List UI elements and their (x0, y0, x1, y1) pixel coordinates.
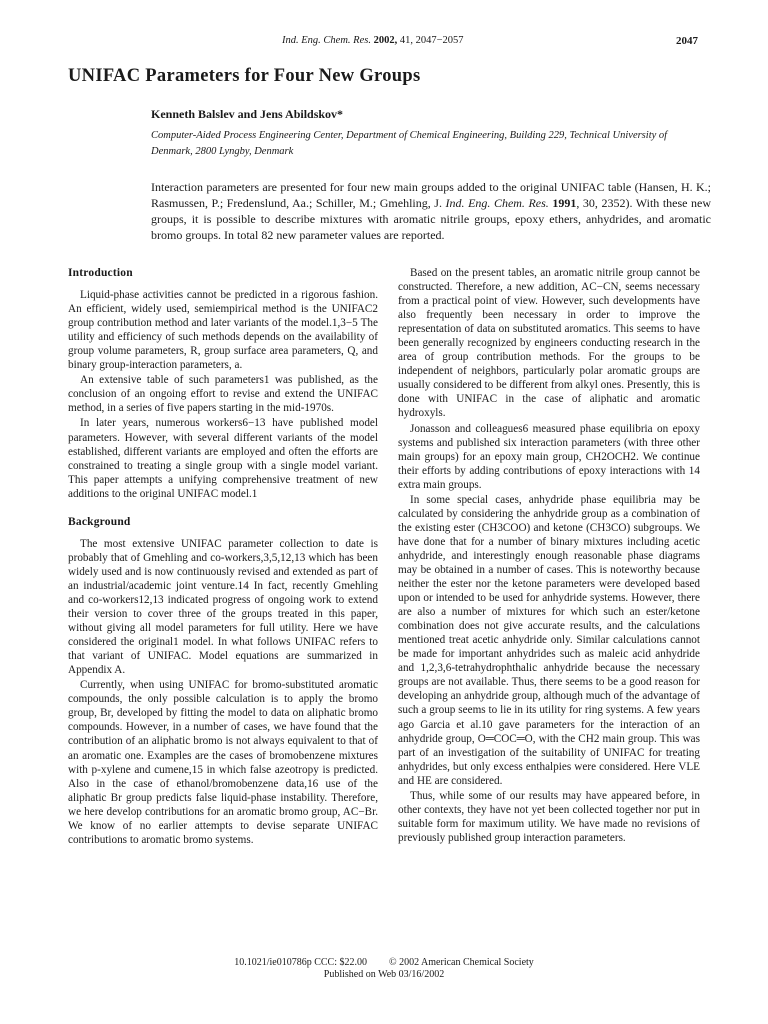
right-paragraph-4: Thus, while some of our results may have appeared before, in other contexts, they have not yet been collected together nor put in suitable form for maximum utility. We have made no revisions of previously published group interaction parameters. (398, 789, 700, 844)
copyright: © 2002 American Chemical Society (389, 957, 534, 968)
right-paragraph-2: Jonasson and colleagues6 measured phase equilibria on epoxy systems and published six interaction parameters (with three other main groups) for an epoxy main group, CH2OCH2. We continue their efforts by adding contributions of epoxy interactions with 14 extra main groups. (398, 422, 700, 491)
footer-line-1 (0, 957, 768, 969)
introduction-heading: Introduction (68, 267, 133, 279)
abstract-citation-year: 1991 (552, 196, 577, 210)
running-head (0, 33, 768, 49)
abstract-part1: Interaction parameters are presented for four new main groups added to the original UNIFAC table (Hansen, H. K.; Rasmussen, P.; Fredenslund, Aa.; Schiller, M.; Gmehling, J. (151, 180, 711, 210)
journal-volume: 41, (399, 35, 413, 46)
intro-paragraph-2: An extensive table of such parameters1 was published, as the conclusion of an ongoing effort to revise and extend the UNIFAC method, in a series of five papers starting in the mid-1970s. (68, 374, 378, 415)
intro-paragraph-1: Liquid-phase activities cannot be predicted in a rigorous fashion. An efficient, widely used, semiempirical method is the UNIFAC2 group contribution method and later variants of the model.1,3−5 The utility and efficiency of such methods depends on the availability of group volume parameters, R, group surface area parameters, Q, and binary group-interaction parameters, a. (68, 289, 378, 372)
journal-name: Ind. Eng. Chem. Res. (282, 35, 371, 46)
intro-paragraph-3: In later years, numerous workers6−13 have published model parameters. However, with several different variants of the model established, different variants are employed and often the efforts are constrained to treating a single group with a single model variant. This paper attempts a unifying comprehensive treatment of new additions to the original UNIFAC model.1 (68, 417, 378, 500)
abstract-part2: , 30, 2352). With these new groups, it is possible to describe mixtures with aromatic nitrile groups, epoxy ethers, anhydrides, and aromatic bromo groups. In total 82 new parameter values are reported. (151, 196, 712, 242)
journal-year: 2002, (373, 35, 398, 46)
abstract (151, 179, 711, 243)
abstract-citation-journal: Ind. Eng. Chem. Res. (445, 196, 549, 210)
journal-pages: 2047−2057 (415, 35, 464, 46)
authors: Kenneth Balslev and Jens Abildskov* (151, 107, 344, 121)
background-heading: Background (68, 515, 131, 528)
right-paragraph-1: Based on the present tables, an aromatic nitrile group cannot be constructed. Therefore, a new addition, AC−CN, seems necessary from a practical point of view. However, such developments have also frequently been necessary in order to improve the representation of data on substituted aromatics. This seems to have been generally recognized by engineers conducting research in the area of group contribution methods. For the groups to be independent of neighbors, particularly polar aromatic groups are usually considered to be different from alkyl ones. Presently, this is done with UNIFAC in the case of aliphatic and aromatic hydroxyls. (398, 267, 700, 420)
journal-citation (282, 33, 464, 49)
article-title: UNIFAC Parameters for Four New Groups (68, 66, 421, 86)
background-paragraph-1: The most extensive UNIFAC parameter collection to date is probably that of Gmehling and co-workers,3,5,12,13 which has been widely used and is now continuously revised and extended as part of an industrial/academic joint venture.14 In fact, recently Gmehling and co-workers12,13 indicated progress of ongoing work to extend their version to cover three of the groups treated in this paper, without giving all model parameters for full utility. Here we have considered the original1 model. In what follows UNIFAC refers to that variant of UNIFAC. Model equations are summarized in Appendix A. (68, 537, 378, 677)
doi: 10.1021/ie010786p CCC: $22.00 (234, 957, 367, 968)
affiliation: Computer-Aided Process Engineering Center, Department of Chemical Engineering, Building 229, Technical University of Denmark, 2800 Lyngby, Denmark (151, 130, 668, 157)
right-column (398, 266, 700, 845)
page-number: 2047 (676, 35, 698, 47)
right-paragraph-3: In some special cases, anhydride phase equilibria may be calculated by considering the anhydride group as a combination of the existing ester (CH3COO) and ketone (CH3CO) subgroups. We have done that for a number of binary mixtures including acetic anhydride, and interestingly enough reasonable phase diagrams may be obtained in a number of cases. This is noteworthy because neither the ester nor the ketone parameters were developed based upon or intended to be used for anhydride systems. However, there are also a number of mixtures for which such an ester/ketone combination does not give accurate results, and the calculations mentioned treat acetic anhydride only. Similar calculations cannot be made for important anhydrides such as maleic acid anhydride and 1,2,3,6-tetrahydrophthalic anhydride because the necessary groups are not available. Thus, there seems to be a good reason for developing an anhydride group, although much of the advantage of such a group seems to lie in its utility for ring systems. A few years ago Garcia et al.10 gave parameters for the interaction of an anhydride group, O═COC═O, with the CH2 main group. This was part of an investigation of the suitability of UNIFAC for treating anhydrides, but only excess enthalpies were considered. Here VLE and HE are considered. (398, 493, 700, 787)
left-column (68, 266, 378, 847)
background-paragraph-2: Currently, when using UNIFAC for bromo-substituted aromatic compounds, the only possible calculation is to apply the bromo group, Br, developed by fitting the model to data on aliphatic bromo compounds. However, in a number of cases, we have found that the contribution of an aliphatic bromo is not always equivalent to that of an aromatic one. Examples are the cases of bromobenzene mixtures with p-xylene and cumene,15 in which false azeotropy is predicted. Also in the case of ethanol/bromobenzene data,16 use of the aliphatic Br group predicts false liquid-phase instability. Therefore, we here develop contributions for an aromatic bromo group, AC−Br. We know of no earlier attempts to devise separate UNIFAC contributions to aromatic bromo systems. (68, 679, 378, 846)
publication-date: Published on Web 03/16/2002 (323, 969, 445, 980)
